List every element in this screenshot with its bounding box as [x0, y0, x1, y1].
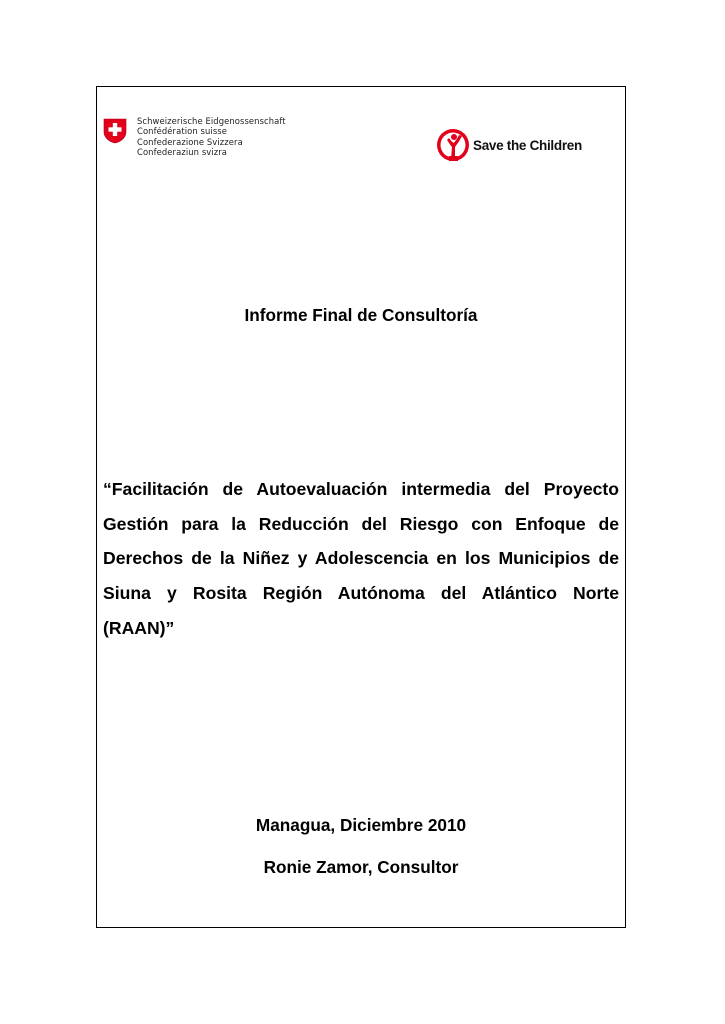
report-title: Informe Final de Consultoría — [244, 305, 478, 325]
save-the-children-name: Save the Children — [473, 137, 582, 153]
project-title: “Facilitación de Autoevaluación intermedia del Proyecto Gestión para la Reducción del Riesgo con Enfoque de Derechos de la Niñez y Adolescencia en los Municipios de Siuna y Rosita Región Autónoma del Atlántico Norte (RAAN)” — [103, 479, 619, 638]
swiss-logo-line: Confederazione Svizzera — [137, 136, 243, 147]
swiss-logo-text — [137, 116, 286, 166]
swiss-logo-line: Schweizerische Eidgenossenschaft — [137, 116, 286, 126]
author-line: Ronie Zamor, Consultor — [263, 857, 459, 877]
swiss-flag-icon — [103, 118, 127, 144]
place-date: Managua, Diciembre 2010 — [255, 815, 467, 835]
swiss-logo-line: Confederaziun svizra — [137, 146, 228, 157]
save-the-children-logo — [436, 128, 582, 162]
swiss-confederation-logo — [103, 116, 286, 166]
save-the-children-emblem-icon — [436, 128, 470, 162]
swiss-logo-line: Confédération suisse — [137, 126, 228, 137]
